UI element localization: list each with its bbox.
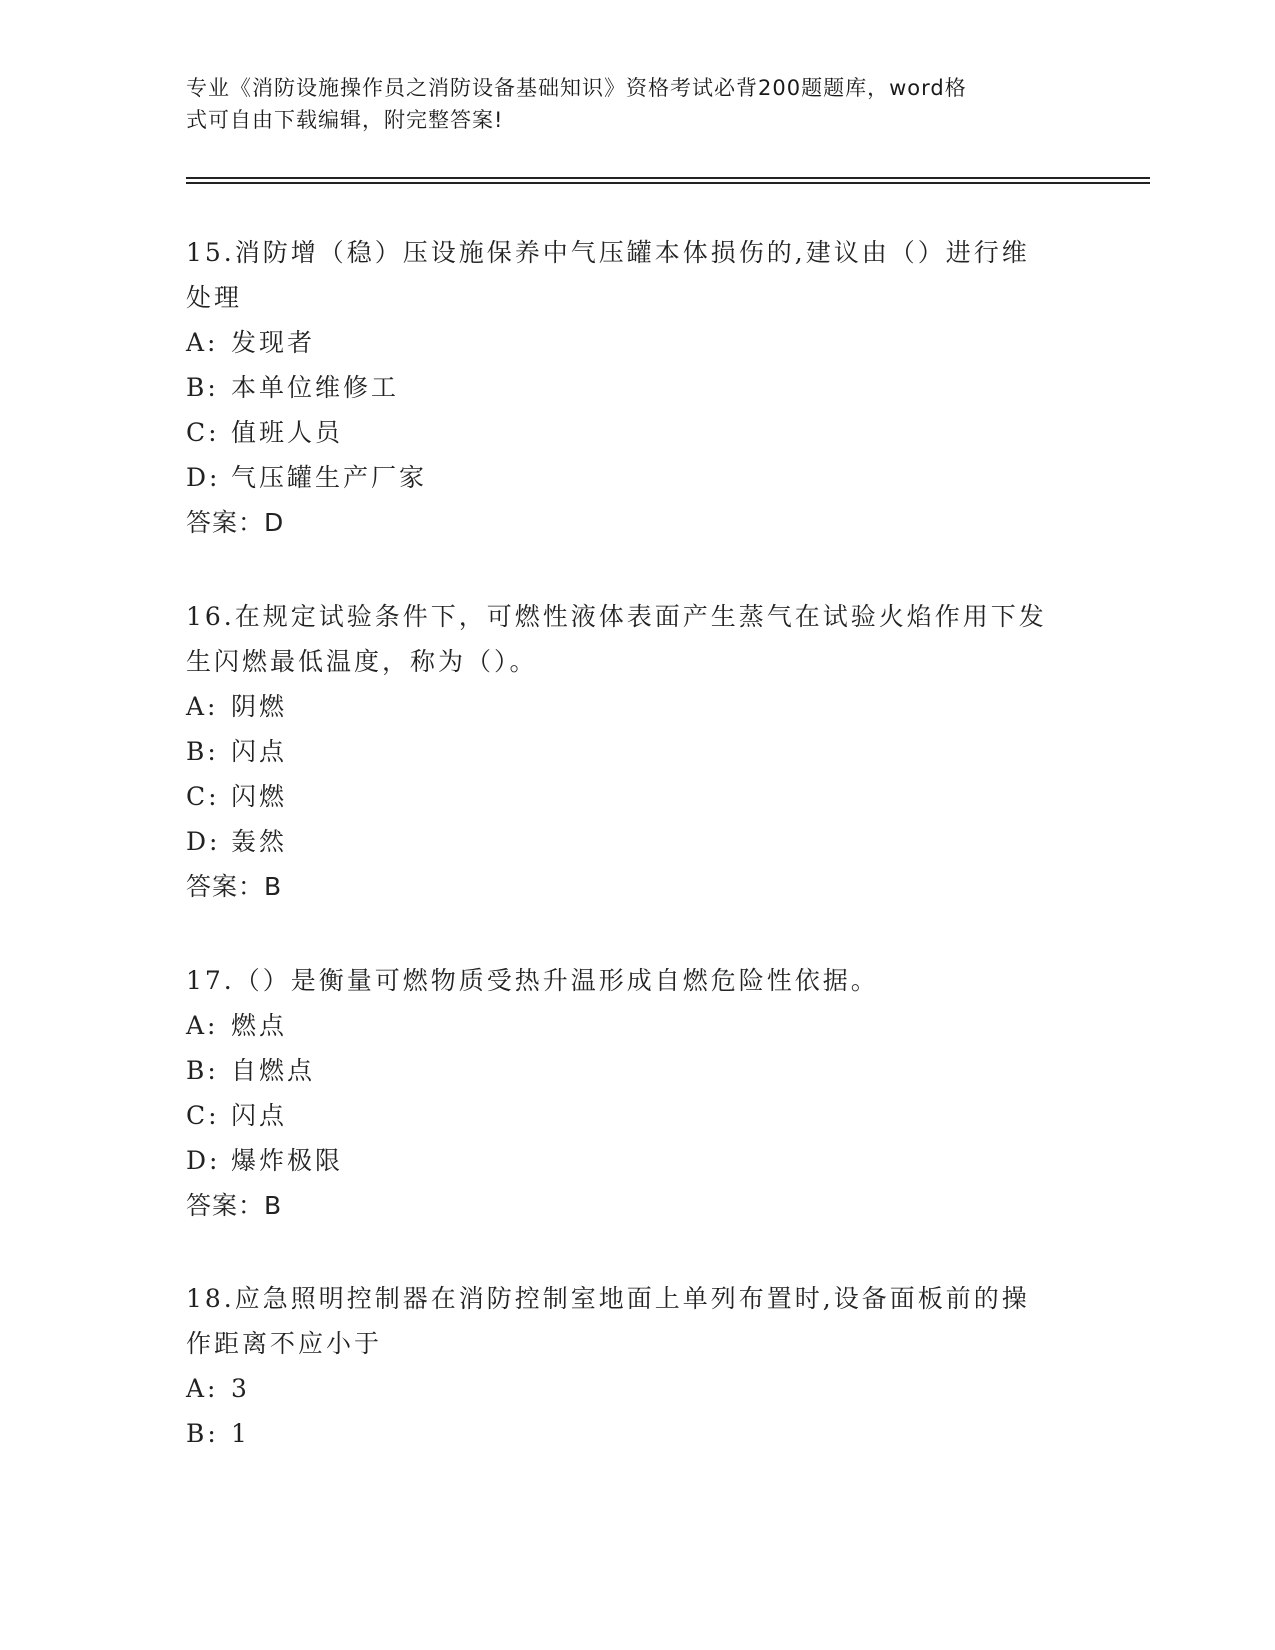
question-stem-line: 18.应急照明控制器在消防控制室地面上单列布置时,设备面板前的操 bbox=[186, 1284, 1030, 1313]
option-a bbox=[186, 1003, 1086, 1048]
option-key: B: bbox=[186, 1056, 219, 1085]
answer-line: 答案：B bbox=[186, 872, 283, 901]
option-text: 闪点 bbox=[231, 737, 288, 766]
option-key: A: bbox=[186, 1011, 219, 1040]
option-key: D: bbox=[186, 463, 221, 492]
question-stem-line: 16.在规定试验条件下，可燃性液体表面产生蒸气在试验火焰作用下发 bbox=[186, 602, 1047, 631]
answer-line: 答案：B bbox=[186, 1191, 283, 1220]
option-key: A: bbox=[186, 692, 219, 721]
option-key: A: bbox=[186, 328, 219, 357]
option-key: B: bbox=[186, 373, 219, 402]
option-d bbox=[186, 455, 1086, 500]
option-text: 阴燃 bbox=[231, 692, 288, 721]
header-divider-top bbox=[186, 177, 1150, 179]
question-stem-line: 处理 bbox=[186, 283, 243, 312]
option-a bbox=[186, 320, 1086, 365]
option-d bbox=[186, 1138, 1086, 1183]
option-key: C: bbox=[186, 1101, 220, 1130]
option-b bbox=[186, 1048, 1086, 1093]
question-17 bbox=[186, 958, 1086, 1228]
option-c bbox=[186, 1093, 1086, 1138]
option-text: 闪燃 bbox=[231, 782, 288, 811]
option-text: 爆炸极限 bbox=[231, 1146, 344, 1175]
question-16 bbox=[186, 594, 1086, 909]
option-d bbox=[186, 819, 1086, 864]
option-text: 气压罐生产厂家 bbox=[231, 463, 428, 492]
option-key: D: bbox=[186, 827, 221, 856]
header-line-1: 专业《消防设施操作员之消防设备基础知识》资格考试必背200题题库，word格 bbox=[186, 76, 967, 100]
answer-line: 答案：D bbox=[186, 508, 285, 537]
option-key: B: bbox=[186, 1419, 219, 1448]
option-key: D: bbox=[186, 1146, 221, 1175]
option-text: 燃点 bbox=[231, 1011, 288, 1040]
option-c bbox=[186, 410, 1086, 455]
option-key: B: bbox=[186, 737, 219, 766]
option-key: C: bbox=[186, 782, 220, 811]
option-c bbox=[186, 774, 1086, 819]
option-text: 轰然 bbox=[231, 827, 288, 856]
option-text: 1 bbox=[231, 1419, 250, 1448]
header-divider-bottom bbox=[186, 182, 1150, 184]
option-text: 自燃点 bbox=[231, 1056, 316, 1085]
question-stem-line: 生闪燃最低温度，称为（）。 bbox=[186, 647, 538, 676]
question-15 bbox=[186, 230, 1086, 545]
option-text: 3 bbox=[231, 1374, 250, 1403]
question-18 bbox=[186, 1276, 1086, 1456]
question-stem-line: 15.消防增（稳）压设施保养中气压罐本体损伤的,建议由（）进行维 bbox=[186, 238, 1030, 267]
option-a bbox=[186, 684, 1086, 729]
option-text: 值班人员 bbox=[231, 418, 344, 447]
option-text: 闪点 bbox=[231, 1101, 288, 1130]
option-key: A: bbox=[186, 1374, 219, 1403]
header-line-2: 式可自由下载编辑，附完整答案! bbox=[186, 108, 504, 132]
option-key: C: bbox=[186, 418, 220, 447]
option-b bbox=[186, 365, 1086, 410]
question-stem-line: 作距离不应小于 bbox=[186, 1329, 383, 1358]
option-a bbox=[186, 1366, 1086, 1411]
document-header bbox=[186, 72, 1066, 136]
option-b bbox=[186, 729, 1086, 774]
option-b bbox=[186, 1411, 1086, 1456]
question-stem-line: 17.（）是衡量可燃物质受热升温形成自燃危险性依据。 bbox=[186, 966, 879, 995]
option-text: 本单位维修工 bbox=[231, 373, 400, 402]
option-text: 发现者 bbox=[231, 328, 316, 357]
